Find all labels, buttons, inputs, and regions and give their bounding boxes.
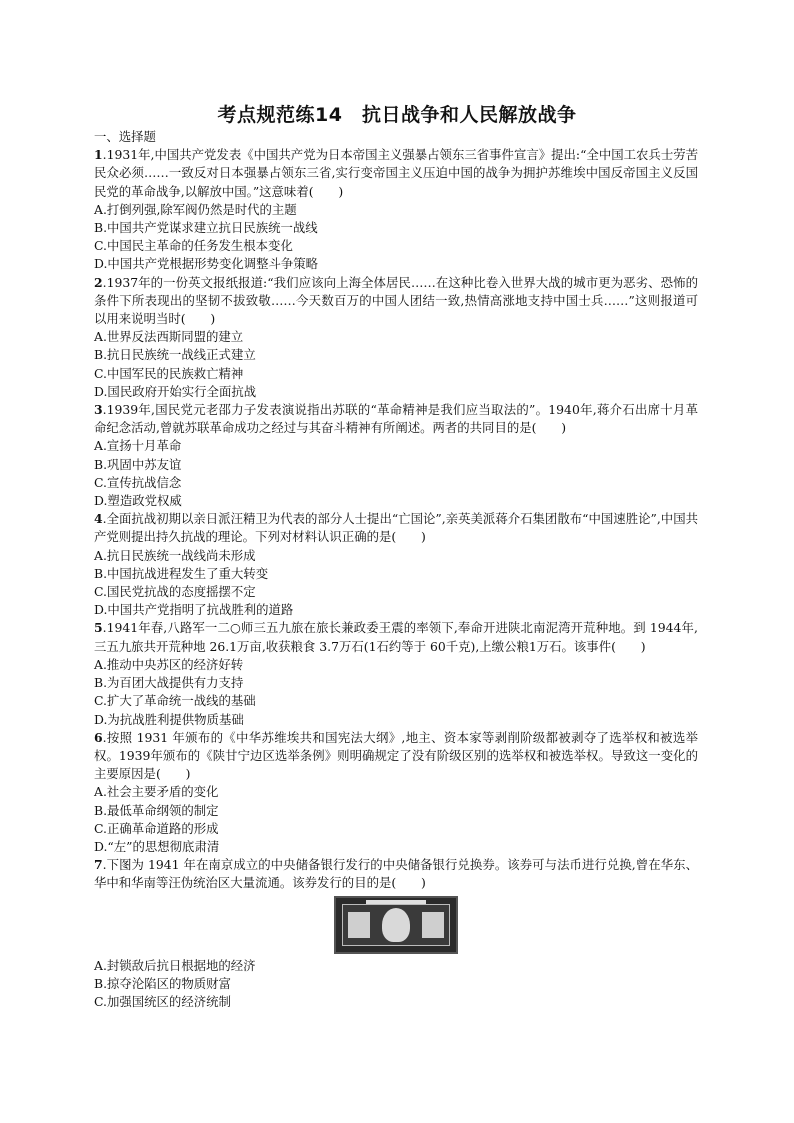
- option-a: A.社会主要矛盾的变化: [94, 784, 219, 800]
- option-d: D.中国共产党根据形势变化调整斗争策略: [94, 256, 319, 272]
- option-b: B.掠夺沦陷区的物质财富: [94, 975, 231, 991]
- option-a: A.推动中央苏区的经济好转: [94, 656, 244, 672]
- option-d: D.国民政府开始实行全面抗战: [94, 383, 257, 399]
- question-text: .全面抗战初期以亲日派汪精卫为代表的部分人士提出“亡国论”,亲英美派蒋介石集团散布“中国速胜论”,中国共产党则提出持久抗战的理论。下列对材料认识正确的是( ): [94, 511, 698, 545]
- question-list: [94, 128, 698, 1011]
- option-a: A.封锁敌后抗日根据地的经济: [94, 957, 256, 973]
- option-b: B.中国抗战进程发生了重大转变: [94, 565, 269, 581]
- question-number: 5: [94, 620, 103, 636]
- option-d: D.“左”的思想彻底肃清: [94, 838, 220, 854]
- option-a: A.打倒列强,除军阀仍然是时代的主题: [94, 201, 297, 217]
- option-c: C.宣传抗战信念: [94, 474, 182, 490]
- question-number: 4: [94, 511, 103, 527]
- option-d: D.中国共产党指明了抗战胜利的道路: [94, 602, 294, 618]
- question-text: .按照 1931 年颁布的《中华苏维埃共和国宪法大纲》,地主、资本家等剥削阶级都被剥夺了选举权和被选举权。1939年颁布的《陕甘宁边区选举条例》则明确规定了没有阶级区别的选举权和被选举权。导致这一变化的主要原因是( ): [94, 729, 698, 782]
- question-stem: [94, 401, 698, 437]
- section-heading: 一、选择题: [94, 129, 156, 144]
- question-text: .1937年的一份英文报纸报道:“我们应该向上海全体居民……在这种比卷入世界大战的城市更为恶劣、恐怖的条件下所表现出的坚韧不拔致敬……今天数百万的中国人团结一致,热情高涨地支持中国士兵……”这则报道可以用来说明当时( ): [94, 274, 698, 327]
- question-stem: [94, 729, 698, 784]
- option-b: B.抗日民族统一战线正式建立: [94, 347, 256, 363]
- option-c: C.国民党抗战的态度摇摆不定: [94, 584, 256, 600]
- option-c: C.中国民主革命的任务发生根本变化: [94, 238, 293, 254]
- banknote-image: [334, 896, 458, 954]
- question-stem: [94, 146, 698, 201]
- question-stem: [94, 619, 698, 655]
- question-2: [94, 274, 698, 401]
- question-7: [94, 856, 698, 1011]
- portrait-icon: [382, 908, 410, 942]
- option-c: C.加强国统区的经济统制: [94, 993, 231, 1009]
- option-d: D.塑造政党权威: [94, 493, 182, 509]
- question-stem: [94, 274, 698, 329]
- page-title: 考点规范练14 抗日战争和人民解放战争: [217, 104, 577, 126]
- question-stem: [94, 856, 698, 892]
- option-a: A.宣扬十月革命: [94, 438, 182, 454]
- question-5: [94, 619, 698, 728]
- question-6: [94, 729, 698, 856]
- option-a: A.世界反法西斯同盟的建立: [94, 329, 244, 345]
- question-number: 6: [94, 729, 103, 745]
- question-4: [94, 510, 698, 619]
- question-text: .1941年春,八路军一二○师三五九旅在旅长兼政委王震的率领下,奉命开进陕北南泥湾开荒种地。到 1944年,三五九旅共开荒种地 26.1万亩,收获粮食 3.7万石(1石约等于 60千克),上缴公粮1万石。该事件( ): [94, 620, 698, 654]
- option-d: D.为抗战胜利提供物质基础: [94, 711, 244, 727]
- question-1: [94, 146, 698, 273]
- option-b: B.为百团大战提供有力支持: [94, 675, 244, 691]
- question-number: 2: [94, 274, 103, 290]
- question-stem: [94, 510, 698, 546]
- option-a: A.抗日民族统一战线尚未形成: [94, 547, 256, 563]
- question-number: 1: [94, 147, 103, 163]
- question-number: 3: [94, 402, 103, 418]
- question-3: [94, 401, 698, 510]
- option-b: B.巩固中苏友谊: [94, 456, 182, 472]
- option-c: C.正确革命道路的形成: [94, 820, 219, 836]
- option-b: B.最低革命纲领的制定: [94, 802, 219, 818]
- question-text: .1931年,中国共产党发表《中国共产党为日本帝国主义强暴占领东三省事件宣言》提出:“全中国工农兵士劳苦民众必须……一致反对日本强暴占领东三省,实行变帝国主义压迫中国的战争为拥护苏维埃中国反帝国主义反国民党的革命战争,以解放中国。”这意味着( ): [94, 147, 698, 199]
- option-c: C.中国军民的民族救亡精神: [94, 365, 244, 381]
- option-b: B.中国共产党谋求建立抗日民族统一战线: [94, 220, 318, 236]
- question-text: .1939年,国民党元老邵力子发表演说指出苏联的“革命精神是我们应当取法的”。1940年,蒋介石出席十月革命纪念活动,曾就苏联革命成功之经过与其奋斗精神有所阐述。两者的共同目的是( ): [94, 402, 698, 436]
- question-number: 7: [94, 857, 103, 873]
- option-c: C.扩大了革命统一战线的基础: [94, 693, 256, 709]
- question-text: .下图为 1941 年在南京成立的中央储备银行发行的中央储备银行兑换券。该券可与法币进行兑换,曾在华东、华中和华南等汪伪统治区大量流通。该券发行的目的是( ): [94, 857, 698, 891]
